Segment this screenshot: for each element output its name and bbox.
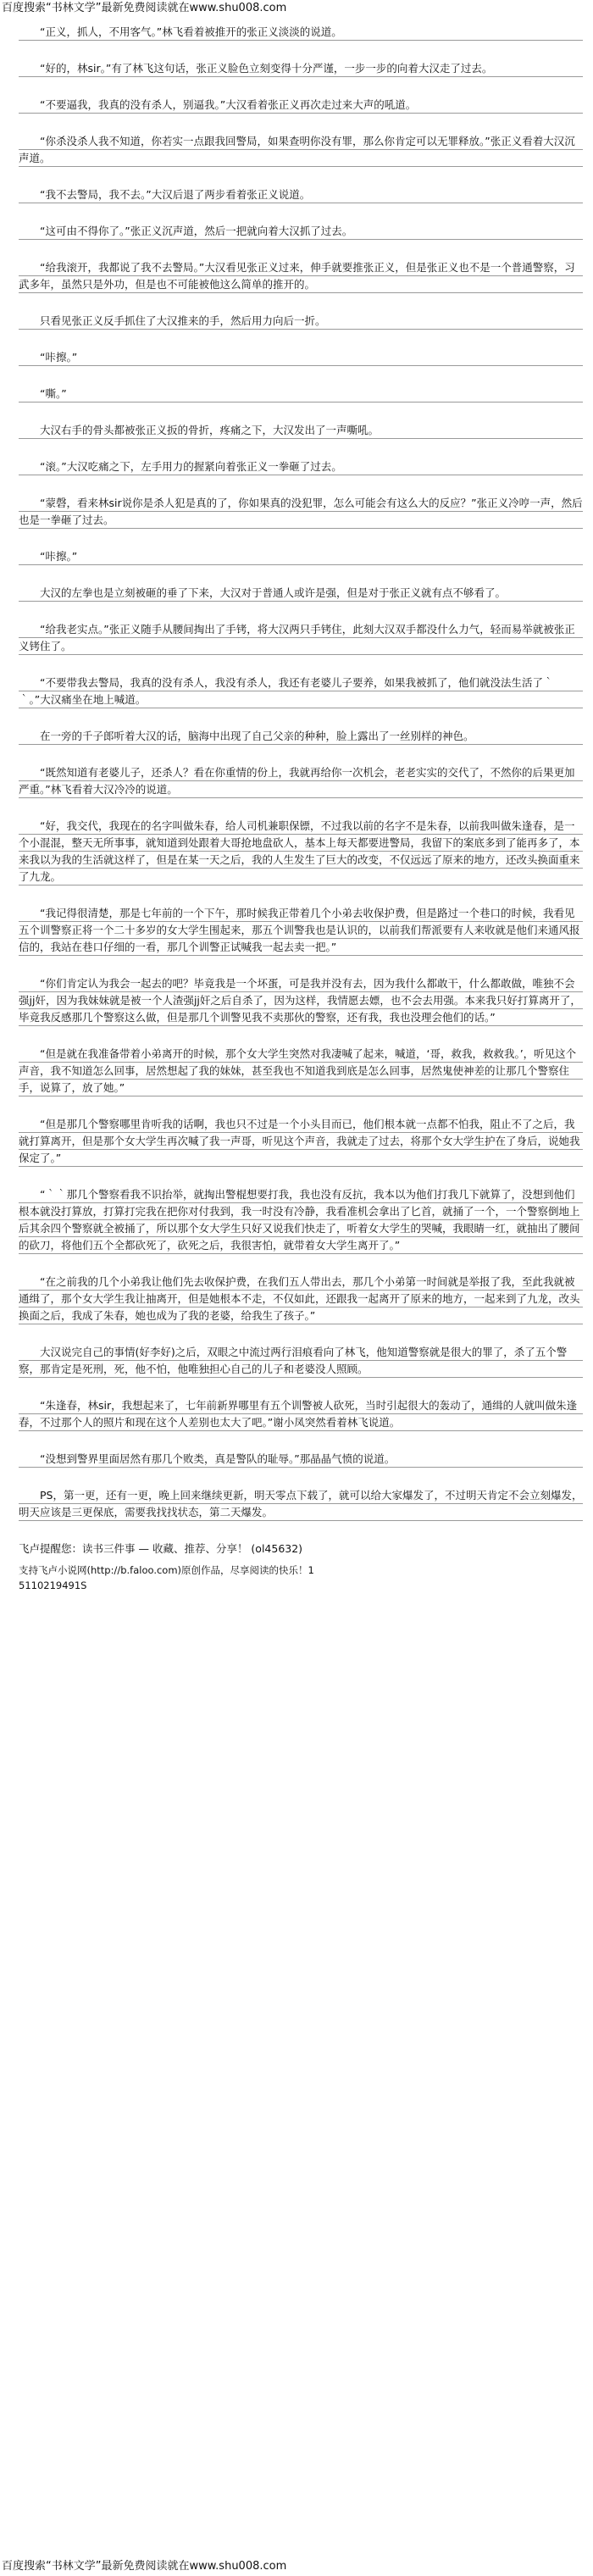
paragraph: “但是就在我准备带着小弟离开的时候，那个女大学生突然对我凄喊了起来，喊道，‘哥，救我，救救我。’，听见这个声音，我不知道怎么回事，居然想起了我的妹妹，甚至我也不知道我到底是怎么回事，居然鬼使神差的让那几个警察住手，说算了，放了她。” — [19, 1046, 583, 1096]
paragraph: “咔擦。” — [19, 349, 583, 366]
paragraph: “蒙磬，看来林sir说你是杀人犯是真的了，你如果真的没犯罪，怎么可能会有这么大的反应？”张正义冷哼一声，然后也是一拳砸了过去。 — [19, 495, 583, 529]
paragraph: “好，我交代，我现在的名字叫做朱春，给人司机兼职保镖，不过我以前的名字不是朱春，以前我叫做朱逢春，是一个小混混，整天无所事事，就知道到处跟着大哥抢地盘砍人，基本上每天都要进警局，我留下的案底多到了能再多了，本来我以为我的生活就这样了，但是在某一天之后，我的人生发生了巨大的改变，不仅远远了原来的地方，还改头换面重来了九龙。 — [19, 818, 583, 886]
paragraph: 大汉说完自己的事情(好李好)之后，双眼之中流过两行泪痕看向了林飞，他知道警察就是很大的罪了，杀了五个警察，那肯定是死刑，死，他不怕，他唯独担心自己的儿子和老婆没人照顾。 — [19, 1344, 583, 1378]
paragraph: 大汉的左拳也是立刻被砸的垂了下来，大汉对于普通人或许是强，但是对于张正义就有点不够看了。 — [19, 585, 583, 602]
paragraph: “朱逢春，林sir，我想起来了，七年前新界哪里有五个训警被人砍死，当时引起很大的轰动了，通缉的人就叫做朱逢春，不过那个人的照片和现在这个人差别也太大了吧。”谢小凤突然看着林飞说道。 — [19, 1397, 583, 1431]
footer-banner: 百度搜索“书林文学”最新免费阅读就在www.shu008.com — [2, 2560, 287, 2573]
paragraph: “但是那几个警察哪里肯听我的话啊，我也只不过是一个小头目而已，他们根本就一点都不怕我，阻止不了之后，我就打算离开，但是那个女大学生再次喊了我一声哥，听见这个声音，我就走了过去，将那个女大学生护在了身后，说她我保定了。” — [19, 1116, 583, 1167]
author-note: PS，第一更，还有一更，晚上回来继续更新，明天零点下载了，就可以给大家爆发了，不过明天肯定不会立刻爆发，明天应该是三更保底，需要我找找状态，第二天爆发。 — [19, 1487, 583, 1521]
paragraph: “这可由不得你了。”张正义沉声道，然后一把就向着大汉抓了过去。 — [19, 223, 583, 240]
header-banner: 百度搜索“书林文学”最新免费阅读就在www.shu008.com — [2, 2, 287, 14]
paragraph: “给我滚开，我都说了我不去警局。”大汉看见张正义过来，伸手就要推张正义，但是张正义也不是一个普通警察，习武多年，虽然只是外功，但是也不可能被他这么简单的推开的。 — [19, 259, 583, 293]
paragraph: “不要带我去警局，我真的没有杀人，我没有杀人，我还有老婆儿子要养，如果我被抓了，他们就没法生活了｀｀。”大汉痛坐在地上喊道。 — [19, 675, 583, 708]
paragraph: “没想到警界里面居然有那几个败类，真是警队的耻辱。”那晶晶气愤的说道。 — [19, 1451, 583, 1468]
paragraph: “我不去警局，我不去。”大汉后退了两步看着张正义说道。 — [19, 186, 583, 203]
paragraph: “不要逼我，我真的没有杀人，别逼我。”大汉看着张正义再次走过来大声的吼道。 — [19, 97, 583, 114]
reading-tip: 飞卢提醒您：读书三件事 — 收藏、推荐、分享！ (ol45632) — [19, 1542, 303, 1555]
paragraph: “好的，林sir。”有了林飞这句话，张正义脸色立刻变得十分严谨，一步一步的向着大汉走了过去。 — [19, 60, 583, 77]
paragraph: 只看见张正义反手抓住了大汉推来的手，然后用力向后一折。 — [19, 313, 583, 330]
paragraph: “既然知道有老婆儿子，还杀人？看在你重情的份上，我就再给你一次机会，老老实实的交代了，不然你的后果更加严重。”林飞看着大汉冷冷的说道。 — [19, 764, 583, 798]
paragraph: “给我老实点。”张正义随手从腰间掏出了手铐，将大汉两只手铐住，此刻大汉双手都没什么力气，轻而易举就被张正义铐住了。 — [19, 621, 583, 655]
paragraph: 在一旁的千子郎听着大汉的话，脑海中出现了自己父亲的种种，脸上露出了一丝别样的神色。 — [19, 728, 583, 745]
paragraph: “嘶。” — [19, 386, 583, 402]
chapter-body — [19, 24, 583, 1593]
paragraph: “咔擦。” — [19, 548, 583, 565]
paragraph: “｀｀那几个警察看我不识抬举，就掏出警棍想要打我，我也没有反抗，我本以为他们打我几下就算了，没想到他们根本就没打算放，打算打完我在把你对付我到，我一时没有冷静，我看准机会拿出了匕首，就捅了一个，一个警察倒地上后其余四个警察就全被捅了，所以那个女大学生只好又说我们快走了，听着女大学生的哭喊，我眼睛一红，就抽出了腰间的砍刀，将他们五个全都砍死了，砍死之后，我很害怕，就带着女大学生离开了。” — [19, 1186, 583, 1254]
paragraph: “你们肯定认为我会一起去的吧？毕竟我是一个坏蛋，可是我并没有去，因为我什么都敢干，什么都敢做，唯独不会强jj奸，因为我妹妹就是被一个人渣强jj奸之后自杀了，因为这样，我情愿去嫖，也不会去用强。本来我只好打算离开了，毕竟我反感那几个警察这么做，但是那几个训警见我不卖那伙的警察，还有我，我也没理会他们的话。” — [19, 975, 583, 1026]
paragraph: “你杀没杀人我不知道，你若实一点跟我回警局，如果查明你没有罪，那么你肯定可以无罪释放。”张正义看着大汉沉声道。 — [19, 133, 583, 167]
site-support-link[interactable]: 支持飞卢小说网(http://b.faloo.com)原创作品，尽享阅读的快乐！1 — [19, 1564, 314, 1576]
paragraph: “在之前我的几个小弟我让他们先去收保护费，在我们五人带出去，那几个小弟第一时间就是举报了我，至此我就被通缉了，那个女大学生我让抽离开，但是她根本不走，不仅如此，还跟我一起离开了原来的地方，一起来到了九龙，改头换面之后，我成了朱春，她也成为了我的老婆，给我生了孩子。” — [19, 1274, 583, 1324]
paragraph: 大汉右手的骨头都被张正义扳的骨折，疼痛之下，大汉发出了一声嘶吼。 — [19, 422, 583, 439]
paragraph: “我记得很清楚，那是七年前的一个下午，那时候我正带着几个小弟去收保护费，但是路过一个巷口的时候，我看见五个训警察正将一个二十多岁的女大学生围起来，那五个训警我也是认识的，以前我们帮派要有人来收就是他们来通风报信的，我站在巷口仔细的一看，那几个训警正试喊我一起去卖一把。” — [19, 905, 583, 956]
paragraph: “滚。”大汉吃痛之下，左手用力的握紧向着张正义一拳砸了过去。 — [19, 458, 583, 475]
reference-number: 5110219491S — [19, 1579, 87, 1591]
paragraph: “正义，抓人，不用客气。”林飞看着被推开的张正义淡淡的说道。 — [19, 24, 583, 41]
